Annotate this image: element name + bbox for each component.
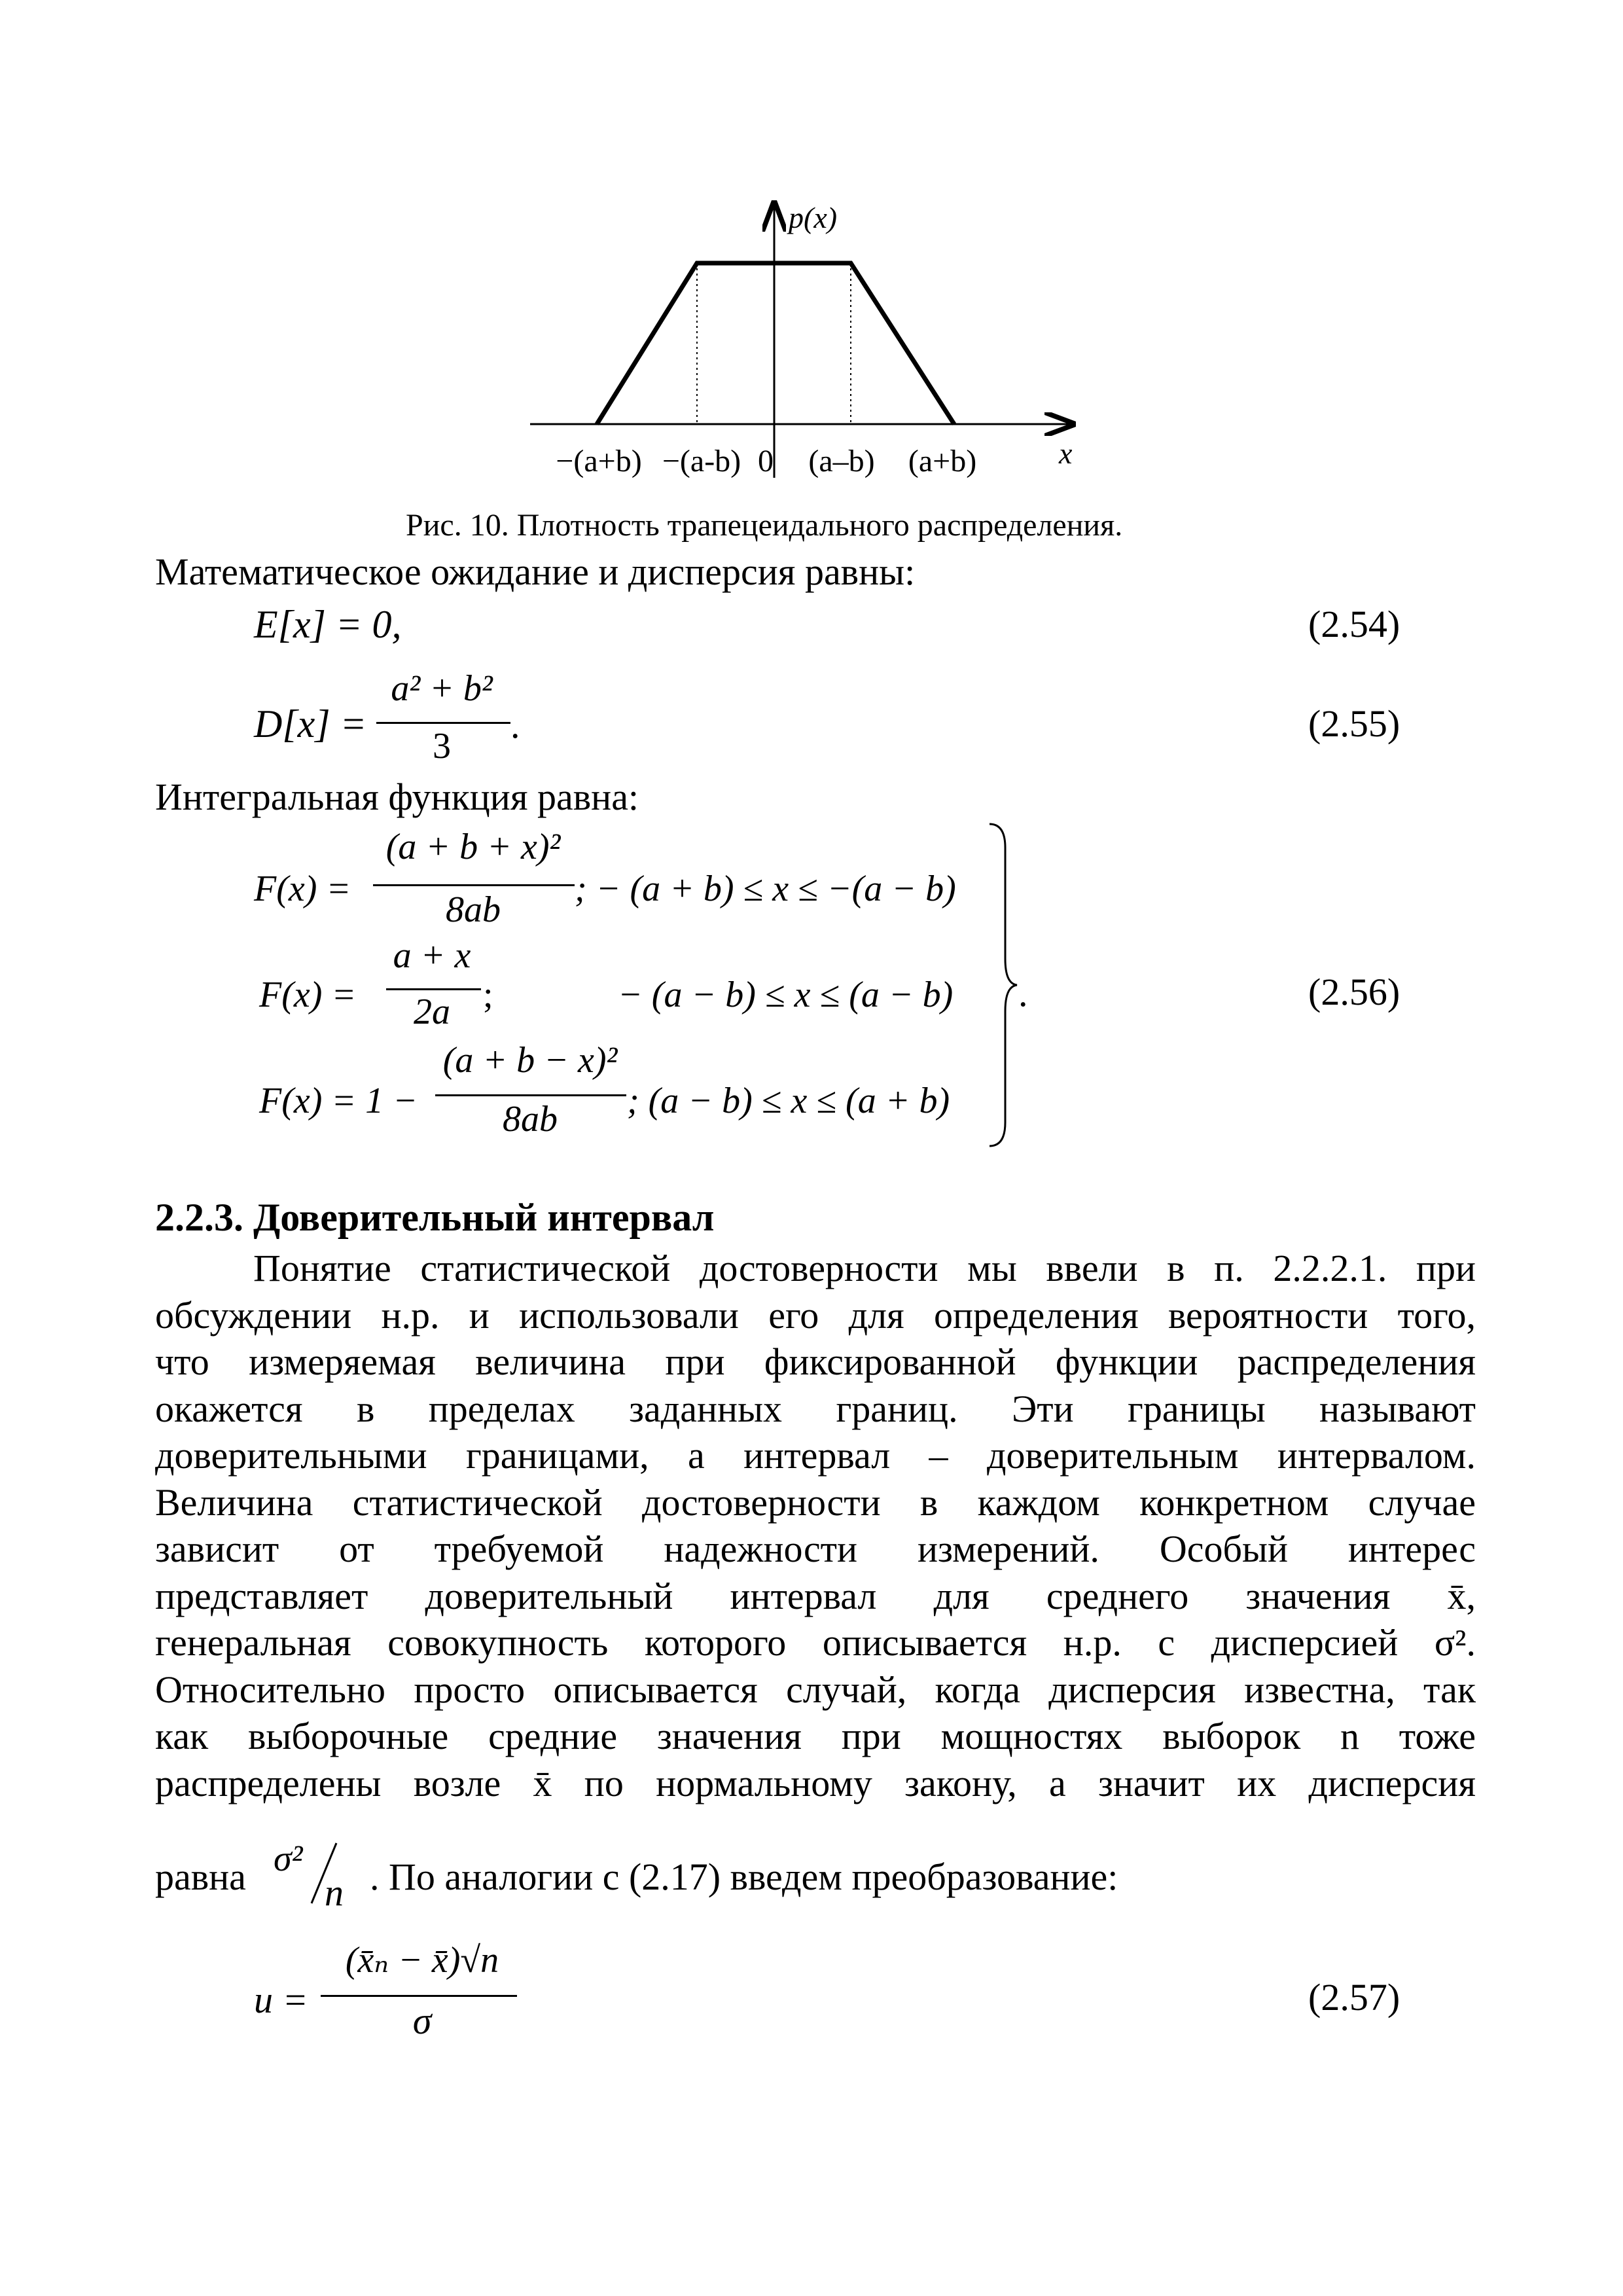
eq-2-57-fraction-bar bbox=[321, 1995, 517, 1997]
eq-2-56-row1-lhs: F(x) = bbox=[254, 869, 351, 909]
eq-2-56-tail: . bbox=[1018, 972, 1028, 1014]
eq-2-56-row1-denominator: 8ab bbox=[446, 889, 501, 930]
paragraph-line: зависит от требуемой надежности измерений. Особый интерес bbox=[155, 1528, 1476, 1570]
eq-2-56-row1-condition: ; − (a + b) ≤ x ≤ −(a − b) bbox=[575, 869, 956, 909]
tick-label: (a–b) bbox=[808, 444, 875, 478]
eq-2-54-lhs: E[x] = 0, bbox=[254, 603, 402, 646]
eq-2-55-denominator: 3 bbox=[433, 726, 451, 766]
sigma-squared: σ² bbox=[274, 1839, 303, 1879]
eq-2-57-lhs: u = bbox=[254, 1979, 308, 2021]
eq-2-56-row2-condition: − (a − b) ≤ x ≤ (a − b) bbox=[618, 975, 954, 1015]
trapezoid-density-figure bbox=[510, 190, 1113, 504]
section-heading: 2.2.3. Доверительный интервал bbox=[155, 1196, 715, 1239]
system-right-brace bbox=[987, 821, 1020, 1149]
intro-integral: Интегральная функция равна: bbox=[155, 776, 639, 818]
eq-2-55-fraction-bar bbox=[376, 722, 510, 724]
intro-moments: Математическое ожидание и дисперсия равны: bbox=[155, 550, 916, 593]
eq-2-56-row3-fraction-bar bbox=[435, 1094, 626, 1096]
paragraph-line: распределены возле x̄ по нормальному закону, а значит их дисперсия bbox=[155, 1761, 1476, 1804]
paragraph-line: Относительно просто описывается случай, когда дисперсия известна, так bbox=[155, 1668, 1476, 1711]
paragraph-line: Величина статистической достоверности в каждом конкретном случае bbox=[155, 1480, 1476, 1524]
x-axis-label: x bbox=[1059, 437, 1073, 470]
eq-number-2-54: (2.54) bbox=[1308, 603, 1400, 645]
eq-2-56-row1-fraction-bar bbox=[373, 884, 575, 886]
paragraph-line: окажется в пределах заданных границ. Эти границы называют bbox=[155, 1387, 1476, 1430]
last-line-prefix: равна bbox=[155, 1856, 246, 1898]
tick-label: −(a-b) bbox=[662, 444, 741, 478]
eq-2-56-row3-condition: ; (a − b) ≤ x ≤ (a + b) bbox=[627, 1081, 950, 1121]
paragraph-line: обсуждении н.р. и использовали его для определения вероятности того, bbox=[155, 1293, 1476, 1336]
eq-2-56-row1-numerator: (a + b + x)² bbox=[385, 827, 561, 867]
eq-2-56-row3-denominator: 8ab bbox=[503, 1099, 558, 1139]
eq-2-55-tail: . bbox=[510, 704, 520, 746]
eq-2-55-numerator: a² + b² bbox=[391, 668, 493, 709]
eq-2-56-row2-numerator: a + x bbox=[393, 935, 471, 976]
paragraph-line: доверительными границами, а интервал – доверительным интервалом. bbox=[155, 1434, 1476, 1477]
paragraph-line: что измеряемая величина при фиксированной функции распределения bbox=[155, 1340, 1476, 1383]
eq-2-56-row2-denominator: 2a bbox=[414, 992, 450, 1032]
last-line-suffix: . По аналогии с (2.17) введем преобразование: bbox=[370, 1856, 1118, 1898]
tick-label: 0 bbox=[758, 444, 774, 478]
paragraph-line: генеральная совокупность которого описывается н.р. с дисперсией σ². bbox=[155, 1621, 1476, 1664]
eq-2-55-lhs: D[x] = bbox=[254, 702, 367, 745]
eq-2-56-row2-sep: ; bbox=[483, 975, 493, 1015]
eq-2-56-row2-lhs: F(x) = bbox=[259, 975, 357, 1015]
eq-2-56-row3-lhs: F(x) = 1 − bbox=[259, 1081, 418, 1121]
tick-label: −(a+b) bbox=[556, 444, 642, 478]
paragraph bbox=[155, 1245, 1476, 1806]
tick-label: (a+b) bbox=[908, 444, 977, 478]
eq-2-56-row2-fraction-bar bbox=[386, 988, 481, 990]
eq-2-56-row3-numerator: (a + b − x)² bbox=[442, 1040, 618, 1081]
eq-number-2-56: (2.56) bbox=[1308, 971, 1400, 1013]
over-n: n bbox=[325, 1871, 344, 1914]
eq-number-2-55: (2.55) bbox=[1308, 702, 1400, 745]
paragraph-line: представляет доверительный интервал для среднего значения x̄, bbox=[155, 1574, 1476, 1617]
figure-caption: Рис. 10. Плотность трапецеидального распределения. bbox=[406, 508, 1123, 543]
paragraph-line: Понятие статистической достоверности мы ввели в п. 2.2.2.1. при bbox=[253, 1247, 1476, 1289]
density-curve bbox=[597, 263, 954, 424]
y-axis-label: p(x) bbox=[789, 201, 838, 234]
eq-2-57-denominator: σ bbox=[412, 2000, 432, 2042]
paragraph-line: как выборочные средние значения при мощностях выборок n тоже bbox=[155, 1715, 1476, 1757]
eq-number-2-57: (2.57) bbox=[1308, 1976, 1400, 2018]
eq-2-57-numerator: (x̄ₙ − x̄)√n bbox=[345, 1940, 499, 1981]
